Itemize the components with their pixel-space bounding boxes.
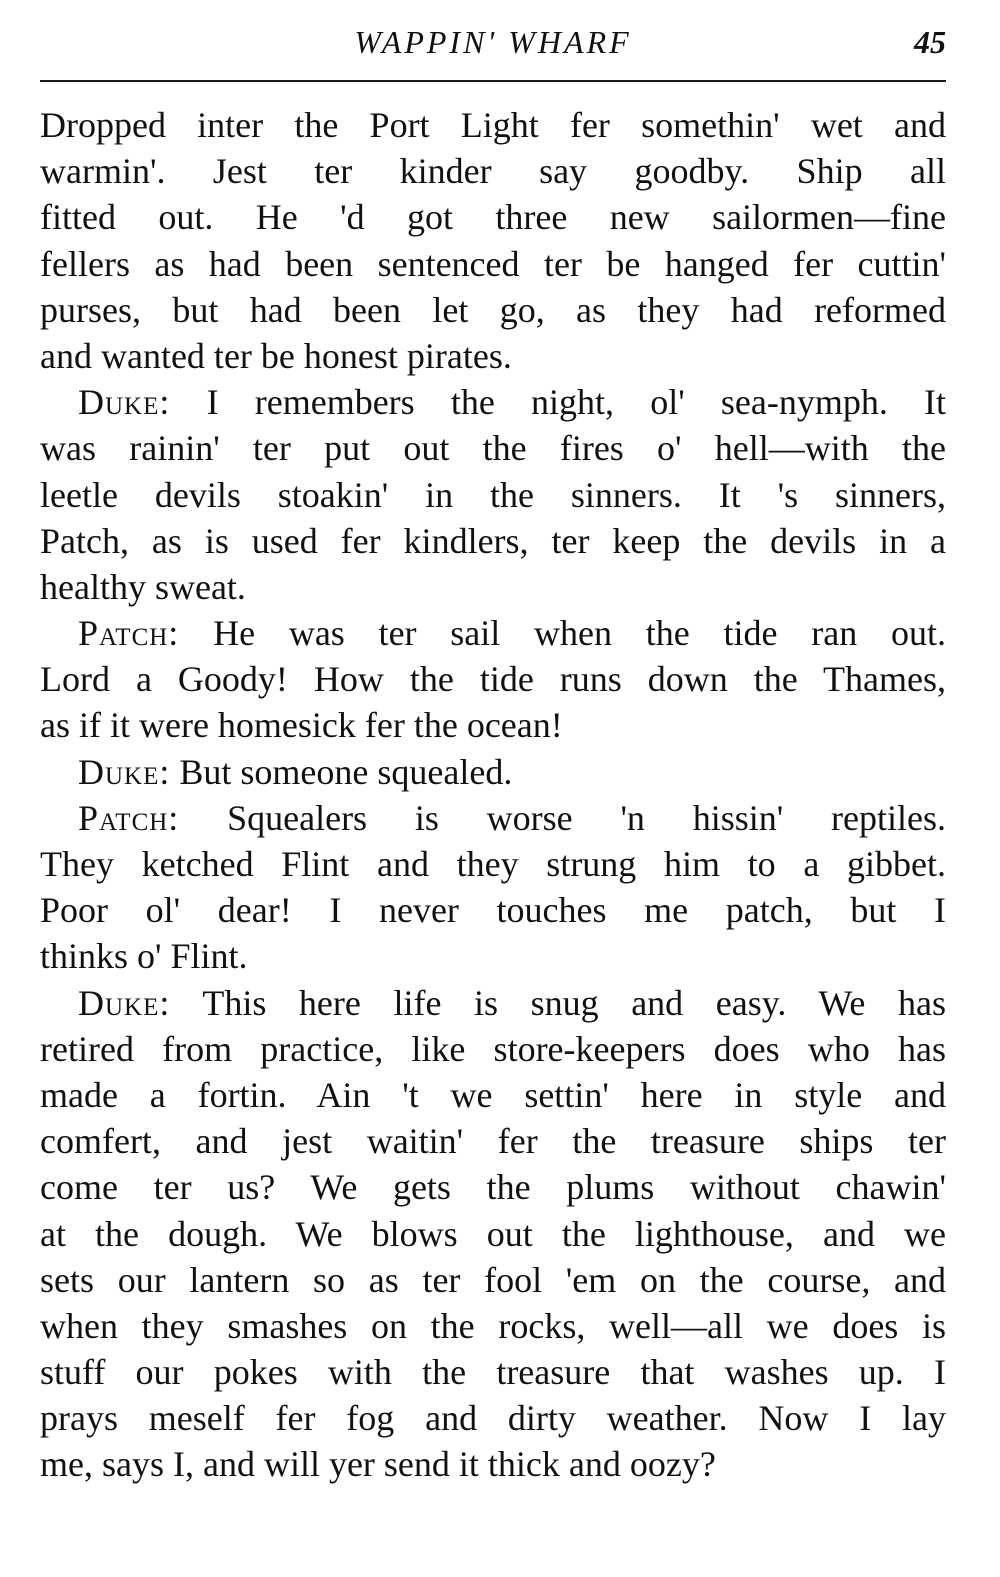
speech-text: He was ter sail when the tide ran out. [213, 613, 946, 654]
text-line: and wanted ter be honest pirates. [40, 335, 512, 376]
page-number: 45 [914, 24, 946, 60]
text-line: stuff our pokes with the treasure that washes up. I [40, 1352, 946, 1393]
text-line: thinks o' Flint. [40, 936, 248, 977]
speaker-name: Duke: [78, 751, 171, 792]
text-line: prays meself fer fog and dirty weather. Now I lay [40, 1398, 946, 1439]
text-line: fellers as had been sentenced ter be hanged fer cuttin' [40, 243, 946, 284]
text-line [40, 379, 946, 425]
text-line: me, says I, and will yer send it thick and oozy? [40, 1444, 716, 1485]
text-line: come ter us? We gets the plums without chawin' [40, 1167, 946, 1208]
running-title: WAPPIN' WHARF [354, 24, 632, 60]
text-line: retired from practice, like store-keepers does who has [40, 1028, 946, 1069]
text-line: warmin'. Jest ter kinder say goodby. Ship all [40, 151, 946, 192]
text-line: Poor ol' dear! I never touches me patch, but I [40, 890, 946, 931]
speech-text: But someone squealed. [179, 751, 513, 792]
speaker-name: Patch: [78, 797, 180, 838]
text-line [40, 749, 946, 795]
text-line: They ketched Flint and they strung him to a gibbet. [40, 844, 946, 884]
text-line [40, 795, 946, 841]
text-line: Lord a Goody! How the tide runs down the Thames, [40, 659, 946, 700]
speaker-name: Duke: [78, 382, 171, 423]
speech-text: I remembers the night, ol' sea-nymph. It [206, 382, 946, 423]
text-line: when they smashes on the rocks, well—all we does is [40, 1305, 946, 1346]
text-line: leetle devils stoakin' in the sinners. It 's sinners, [40, 474, 946, 515]
text-line: fitted out. He 'd got three new sailormen—fine [40, 197, 946, 238]
text-line: purses, but had been let go, as they had reformed [40, 289, 946, 330]
text-line: healthy sweat. [40, 566, 246, 607]
text-line [40, 610, 946, 656]
text-line: Dropped inter the Port Light fer somethin' wet and [40, 105, 946, 145]
text-line: was rainin' ter put out the fires o' hell—with the [40, 428, 946, 469]
text-line [40, 980, 946, 1026]
speaker-name: Duke: [78, 982, 171, 1023]
speaker-name: Patch: [78, 613, 180, 654]
text-line: comfert, and jest waitin' fer the treasure ships ter [40, 1121, 946, 1162]
text-line: as if it were homesick fer the ocean! [40, 705, 563, 746]
body-text [40, 102, 946, 1488]
running-head [40, 0, 946, 82]
text-line: Patch, as is used fer kindlers, ter keep the devils in a [40, 520, 946, 561]
book-page [40, 0, 946, 1488]
speech-text: This here life is snug and easy. We has [202, 982, 946, 1023]
text-line: sets our lantern so as ter fool 'em on the course, and [40, 1259, 946, 1300]
speech-text: Squealers is worse 'n hissin' reptiles. [227, 797, 946, 838]
text-line: at the dough. We blows out the lighthouse, and we [40, 1213, 946, 1254]
text-line: made a fortin. Ain 't we settin' here in style and [40, 1074, 946, 1115]
